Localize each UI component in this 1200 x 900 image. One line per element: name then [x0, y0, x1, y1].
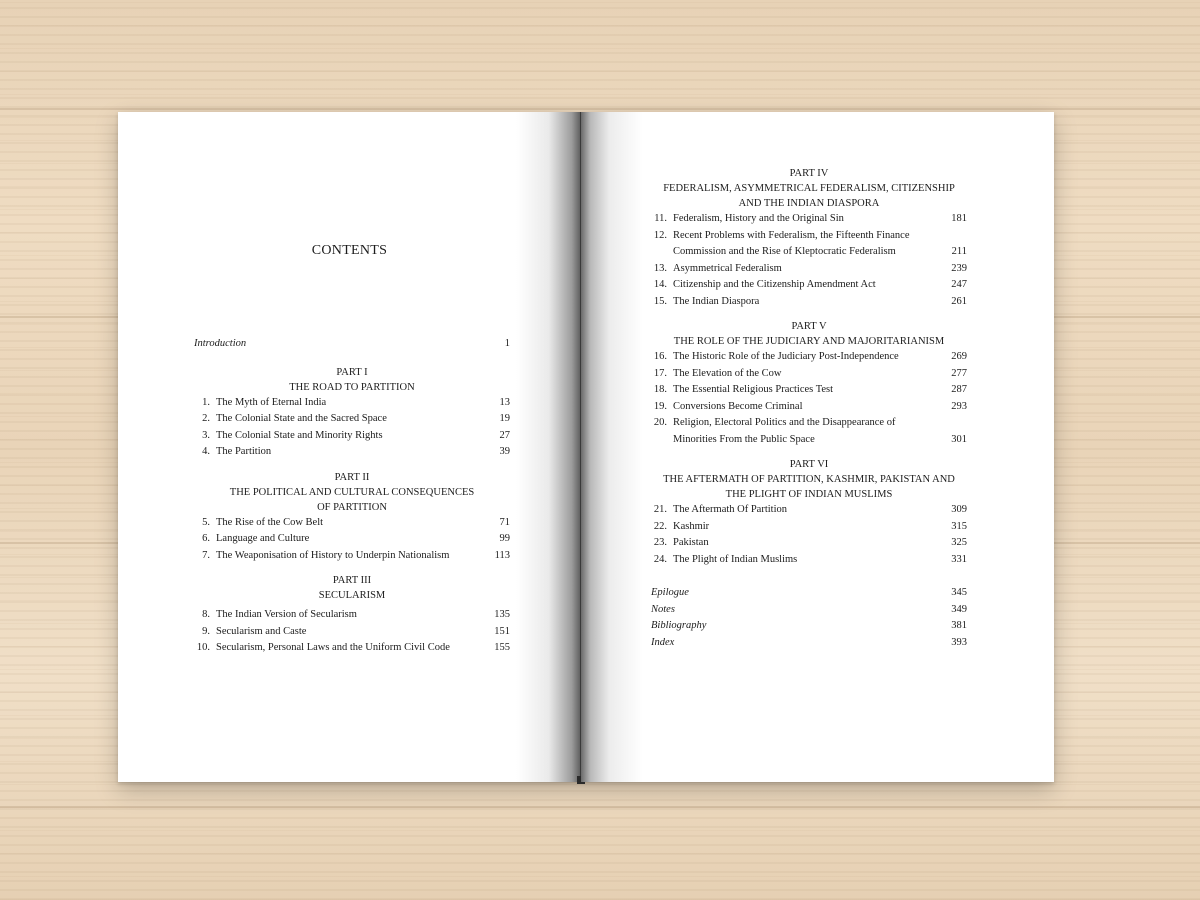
part-heading: [194, 365, 510, 395]
chapter-page: 27: [499, 429, 510, 441]
chapter-title: Religion, Electoral Politics and the Disappearance of Minorities From the Public Space: [673, 417, 896, 445]
open-book: [118, 112, 1054, 782]
chapter-page: 113: [494, 549, 510, 561]
chapter-number: 20.: [653, 417, 667, 428]
chapter-page: 151: [494, 625, 510, 637]
chapter-title: The Myth of Eternal India: [216, 396, 327, 408]
toc-chapter[interactable]: [651, 349, 967, 366]
chapter-page: 309: [951, 504, 967, 515]
chapter-title: The Weaponisation of History to Underpin Nationalism: [216, 549, 450, 561]
chapter-page: 19: [499, 413, 510, 424]
chapter-number: 8.: [202, 609, 210, 620]
toc-chapter[interactable]: [194, 640, 510, 657]
toc-chapter[interactable]: [194, 624, 510, 641]
part-label: PART VI: [789, 459, 829, 470]
part-title: AND THE INDIAN DIASPORA: [738, 198, 880, 209]
chapter-title: The Colonial State and Minority Rights: [216, 429, 383, 441]
chapter-title: Pakistan: [673, 537, 709, 548]
chapter-number: 17.: [653, 367, 667, 379]
chapter-page: 277: [951, 367, 967, 379]
chapter-page: 261: [951, 295, 967, 307]
wood-plank-seam: [0, 108, 1200, 110]
part-label: PART V: [791, 321, 827, 332]
part-label: PART IV: [789, 168, 829, 179]
chapter-page: 211: [951, 246, 967, 257]
chapter-page: 287: [951, 384, 967, 395]
toc-chapter[interactable]: [651, 294, 967, 311]
toc-chapter[interactable]: [651, 535, 967, 552]
entry-page: 349: [951, 603, 967, 615]
chapter-number: 5.: [202, 516, 210, 528]
toc-chapter[interactable]: [194, 607, 510, 624]
chapter-number: 24.: [653, 553, 667, 565]
chapter-number: 12.: [653, 229, 667, 241]
toc-chapter[interactable]: [651, 382, 967, 399]
part-heading: [651, 166, 967, 211]
toc-chapter[interactable]: [194, 411, 510, 428]
chapter-number: 23.: [653, 537, 667, 548]
contents-heading: CONTENTS: [311, 243, 388, 258]
toc-chapter[interactable]: [651, 261, 967, 278]
toc-chapter[interactable]: [651, 399, 967, 416]
toc-back-matter[interactable]: [651, 602, 967, 619]
part-label: PART II: [334, 471, 370, 483]
chapter-title: The Elevation of the Cow: [673, 367, 782, 379]
chapter-title: The Partition: [216, 446, 272, 457]
part-title: FEDERALISM, ASYMMETRICAL FEDERALISM, CITIZENSHIP: [663, 183, 955, 194]
chapter-page: 315: [951, 520, 967, 532]
chapter-number: 7.: [202, 549, 210, 561]
chapter-title: Kashmir: [673, 520, 710, 532]
chapter-page: 331: [951, 553, 967, 565]
entry-page: 1: [504, 338, 510, 349]
toc-back-matter[interactable]: [651, 635, 967, 652]
toc-chapter[interactable]: [194, 548, 510, 565]
toc-chapter[interactable]: [651, 228, 967, 261]
toc-chapter[interactable]: [194, 515, 510, 532]
chapter-page: 247: [951, 279, 967, 290]
chapter-number: 10.: [196, 642, 210, 653]
toc-left: [194, 336, 510, 657]
toc-chapter[interactable]: [651, 211, 967, 228]
chapter-title: Federalism, History and the Original Sin: [673, 213, 844, 224]
chapter-title: The Historic Role of the Judiciary Post-Independence: [673, 351, 899, 362]
part-title: THE ROAD TO PARTITION: [289, 381, 415, 393]
chapter-title: The Rise of the Cow Belt: [216, 516, 324, 528]
entry-page: 393: [951, 636, 967, 648]
chapter-page: 39: [499, 446, 510, 457]
chapter-page: 325: [951, 537, 967, 548]
chapter-number: 16.: [653, 351, 667, 362]
chapter-page: 239: [951, 262, 967, 274]
chapter-number: 1.: [202, 396, 210, 408]
chapter-title: The Aftermath Of Partition: [673, 504, 788, 515]
entry-title: Index: [651, 636, 675, 648]
chapter-number: 13.: [653, 262, 667, 274]
toc-back-matter[interactable]: [651, 618, 967, 635]
toc-right: [651, 166, 967, 651]
chapter-title: The Indian Diaspora: [673, 295, 760, 307]
chapter-page: 293: [951, 400, 967, 412]
chapter-number: 11.: [654, 213, 667, 224]
entry-title: Bibliography: [651, 620, 707, 631]
chapter-number: 21.: [653, 504, 667, 515]
chapter-page: 135: [494, 609, 510, 620]
toc-chapter[interactable]: [651, 502, 967, 519]
chapter-title: The Essential Religious Practices Test: [673, 384, 834, 395]
part-title: SECULARISM: [318, 590, 386, 601]
chapter-title: The Plight of Indian Muslims: [673, 553, 798, 565]
chapter-title: Secularism, Personal Laws and the Uniform Civil Code: [216, 642, 450, 653]
right-page: [581, 112, 1054, 782]
chapter-title: The Colonial State and the Sacred Space: [216, 413, 387, 424]
chapter-page: 155: [494, 642, 510, 653]
entry-page: 381: [951, 620, 967, 631]
chapter-number: 18.: [653, 384, 667, 395]
chapter-title: Conversions Become Criminal: [673, 400, 803, 412]
chapter-page: 301: [951, 433, 967, 445]
chapter-number: 6.: [202, 533, 210, 544]
chapter-title: Recent Problems with Federalism, the Fifteenth Finance Commission and the Rise of Kleptocratic Federalism: [673, 229, 910, 257]
chapter-page: 13: [499, 396, 510, 408]
chapter-title: Secularism and Caste: [216, 625, 307, 637]
chapter-number: 19.: [653, 400, 667, 412]
toc-chapter[interactable]: [651, 366, 967, 383]
chapter-number: 14.: [653, 279, 667, 290]
toc-chapter[interactable]: [194, 428, 510, 445]
chapter-title: Language and Culture: [216, 533, 310, 544]
chapter-number: 9.: [202, 625, 210, 637]
part-label: PART I: [336, 366, 368, 378]
toc-chapter[interactable]: [651, 277, 967, 294]
chapter-title: Asymmetrical Federalism: [673, 262, 782, 274]
part-heading: [651, 319, 967, 349]
entry-title: Notes: [651, 603, 675, 615]
toc-chapter[interactable]: [194, 531, 510, 548]
part-heading: [651, 457, 967, 502]
toc-chapter[interactable]: [651, 519, 967, 536]
left-page: [118, 112, 581, 782]
chapter-page: 181: [951, 213, 967, 224]
entry-title: Epilogue: [651, 587, 689, 598]
part-heading: [194, 573, 510, 603]
part-title: OF PARTITION: [317, 501, 387, 513]
part-label: PART III: [332, 575, 372, 586]
chapter-number: 22.: [653, 520, 667, 532]
chapter-title: The Indian Version of Secularism: [216, 609, 357, 620]
chapter-page: 269: [951, 351, 967, 362]
part-title: THE ROLE OF THE JUDICIARY AND MAJORITARIANISM: [673, 336, 945, 347]
chapter-number: 15.: [653, 295, 667, 307]
chapter-number: 2.: [202, 413, 210, 424]
part-heading: [194, 470, 510, 515]
part-title: THE PLIGHT OF INDIAN MUSLIMS: [725, 489, 893, 500]
toc-chapter[interactable]: [194, 395, 510, 412]
chapter-page: 71: [499, 516, 510, 528]
chapter-number: 3.: [202, 429, 210, 441]
toc-back-matter[interactable]: [651, 585, 967, 602]
wood-plank-seam: [0, 806, 1200, 808]
chapter-page: 99: [499, 533, 510, 544]
entry-page: 345: [951, 587, 967, 598]
entry-title: Introduction: [194, 338, 247, 349]
toc-introduction[interactable]: [194, 336, 510, 353]
toc-chapter[interactable]: [651, 415, 967, 448]
part-title: THE POLITICAL AND CULTURAL CONSEQUENCES: [229, 486, 475, 498]
toc-chapter[interactable]: [651, 552, 967, 569]
part-title: THE AFTERMATH OF PARTITION, KASHMIR, PAKISTAN AND: [663, 474, 955, 485]
chapter-number: 4.: [202, 446, 210, 457]
chapter-title: Citizenship and the Citizenship Amendment Act: [673, 279, 876, 290]
toc-chapter[interactable]: [194, 444, 510, 461]
